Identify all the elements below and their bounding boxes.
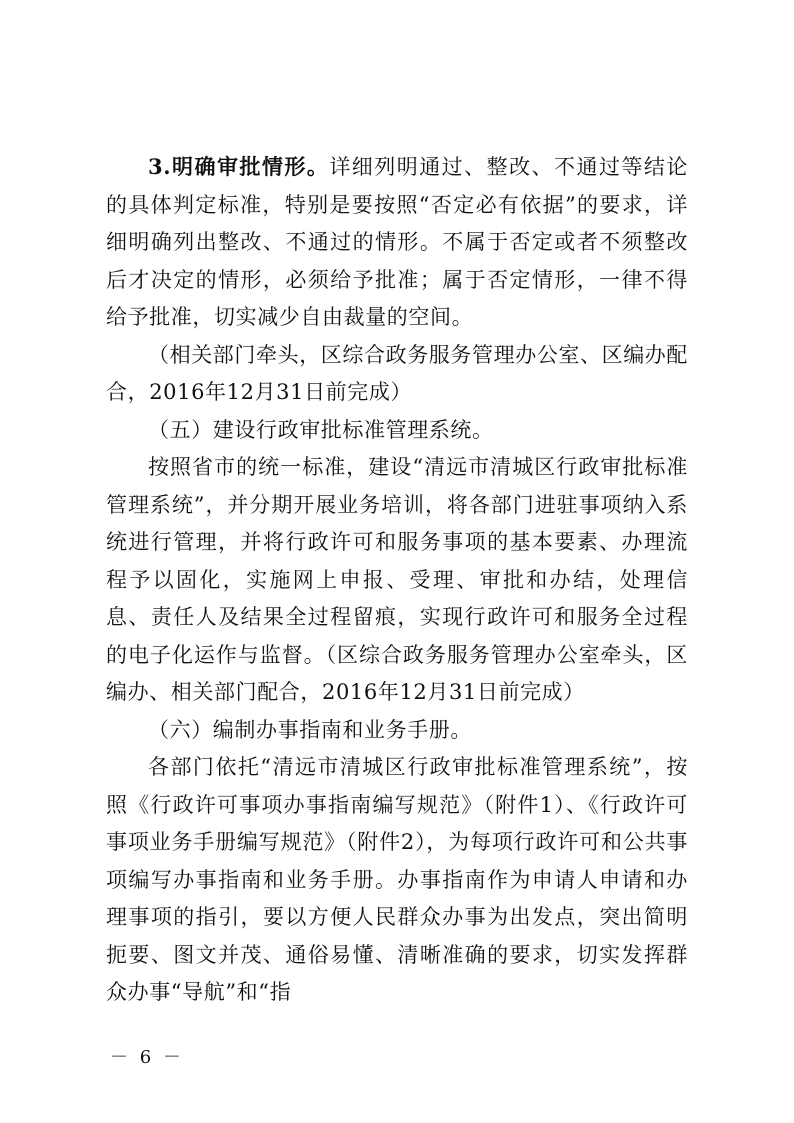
section-heading-six (106, 712, 688, 750)
paragraph-lead: 3.明确审批情形。 (148, 154, 330, 179)
paragraph-text: 按照省市的统一标准，建设“清远市清城区行政审批标准管理系统”，并分期开展业务培训，将各部门进驻事项纳入系统进行管理，并将行政许可和服务事项的基本要素、办理流程予以固化，实施网上申报、受理、审批和办结，处理信息、责任人及结果全过程留痕，实现行政许可和服务全过程的电子化运作与监督。（区综合政务服务管理办公室牵头，区编办、相关部门配合，2016年12月31日前完成） (106, 455, 688, 704)
document-body (106, 148, 688, 1012)
paragraph-text: （五）建设行政审批标准管理系统。 (148, 417, 494, 442)
paragraph-text: （六）编制办事指南和业务手册。 (148, 717, 472, 742)
paragraph-system-build (106, 449, 688, 712)
paragraph-text: 各部门依托“清远市清城区行政审批标准管理系统”，按照《行政许可事项办事指南编写规范》（附件1）、《行政许可事项业务手册编写规范》（附件2），为每项行政许可和公共事项编写办事指南和业务手册。办事指南作为申请人申请和办理事项的指引，要以方便人民群众办事为出发点，突出简明扼要、图文并茂、通俗易懂、清晰准确的要求，切实发挥群众办事“导航”和“指 (106, 755, 688, 1004)
paragraph-text: 详细列明通过、整改、不通过等结论的具体判定标准，特别是要按照“否定必有依据”的要求，详细明确列出整改、不通过的情形。不属于否定或者不须整改后才决定的情形，必须给予批准；属于否定情形，一律不得给予批准，切实减少自由裁量的空间。 (106, 155, 688, 329)
section-heading-five (106, 412, 688, 450)
paragraph-text: （相关部门牵头，区综合政务服务管理办公室、区编办配合，2016年12月31日前完成） (106, 342, 688, 404)
page-number: － 6 － (110, 1047, 184, 1068)
paragraph-guide-manual (106, 749, 688, 1012)
paragraph-responsibility-note (106, 337, 688, 412)
paragraph-approval-situations (106, 148, 688, 337)
